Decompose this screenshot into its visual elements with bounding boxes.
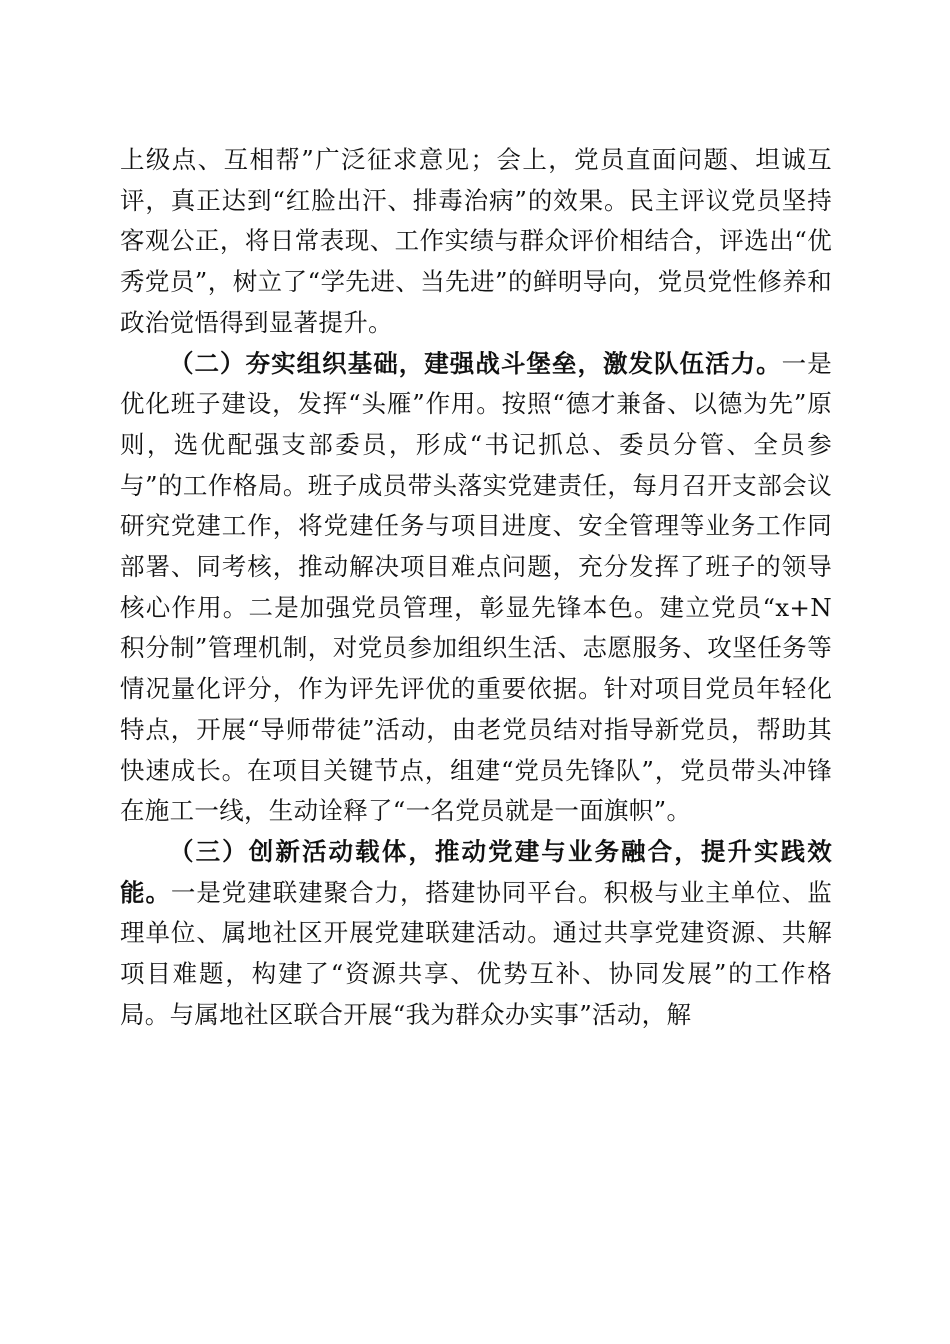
paragraph-text: 一是党建联建聚合力，搭建协同平台。积极与业主单位、监理单位、属地社区开展党建联建活动。通过共享党建资源、共解项目难题，构建了“资源共享、优势互补、协同发展”的工作格局。与属地社区联合开展“我为群众办实事”活动，解 — [120, 877, 832, 1029]
section-heading: （三）创新活动载体，推动党建与业务融合，提升实践效能。 — [120, 836, 832, 907]
section-heading: （二）夯实组织基础，建强战斗堡垒，激发队伍活力。 — [169, 348, 782, 378]
paragraph-section-2 — [120, 344, 832, 832]
paragraph-continued — [120, 140, 832, 344]
paragraph-text: 一是优化班子建设，发挥“头雁”作用。按照“德才兼备、以德为先”原则，选优配强支部委员，形成“书记抓总、委员分管、全员参与”的工作格局。班子成员带头落实党建责任，每月召开支部会议研究党建工作，将党建任务与项目进度、安全管理等业务工作同部署、同考核，推动解决项目难点问题，充分发挥了班子的领导核心作用。二是加强党员管理，彰显先锋本色。建立党员“x+N积分制”管理机制，对党员参加组织生活、志愿服务、攻坚任务等情况量化评分，作为评先评优的重要依据。针对项目党员年轻化特点，开展“导师带徒”活动，由老党员结对指导新党员，帮助其快速成长。在项目关键节点，组建“党员先锋队”，党员带头冲锋在施工一线，生动诠释了“一名党员就是一面旗帜”。 — [120, 348, 832, 826]
paragraph-section-3 — [120, 832, 832, 1036]
document-body — [120, 140, 832, 1035]
paragraph-text: 上级点、互相帮”广泛征求意见；会上，党员直面问题、坦诚互评，真正达到“红脸出汗、排毒治病”的效果。民主评议党员坚持客观公正，将日常表现、工作实绩与群众评价相结合，评选出“优秀党员”，树立了“学先进、当先进”的鲜明导向，党员党性修养和政治觉悟得到显著提升。 — [120, 145, 832, 337]
